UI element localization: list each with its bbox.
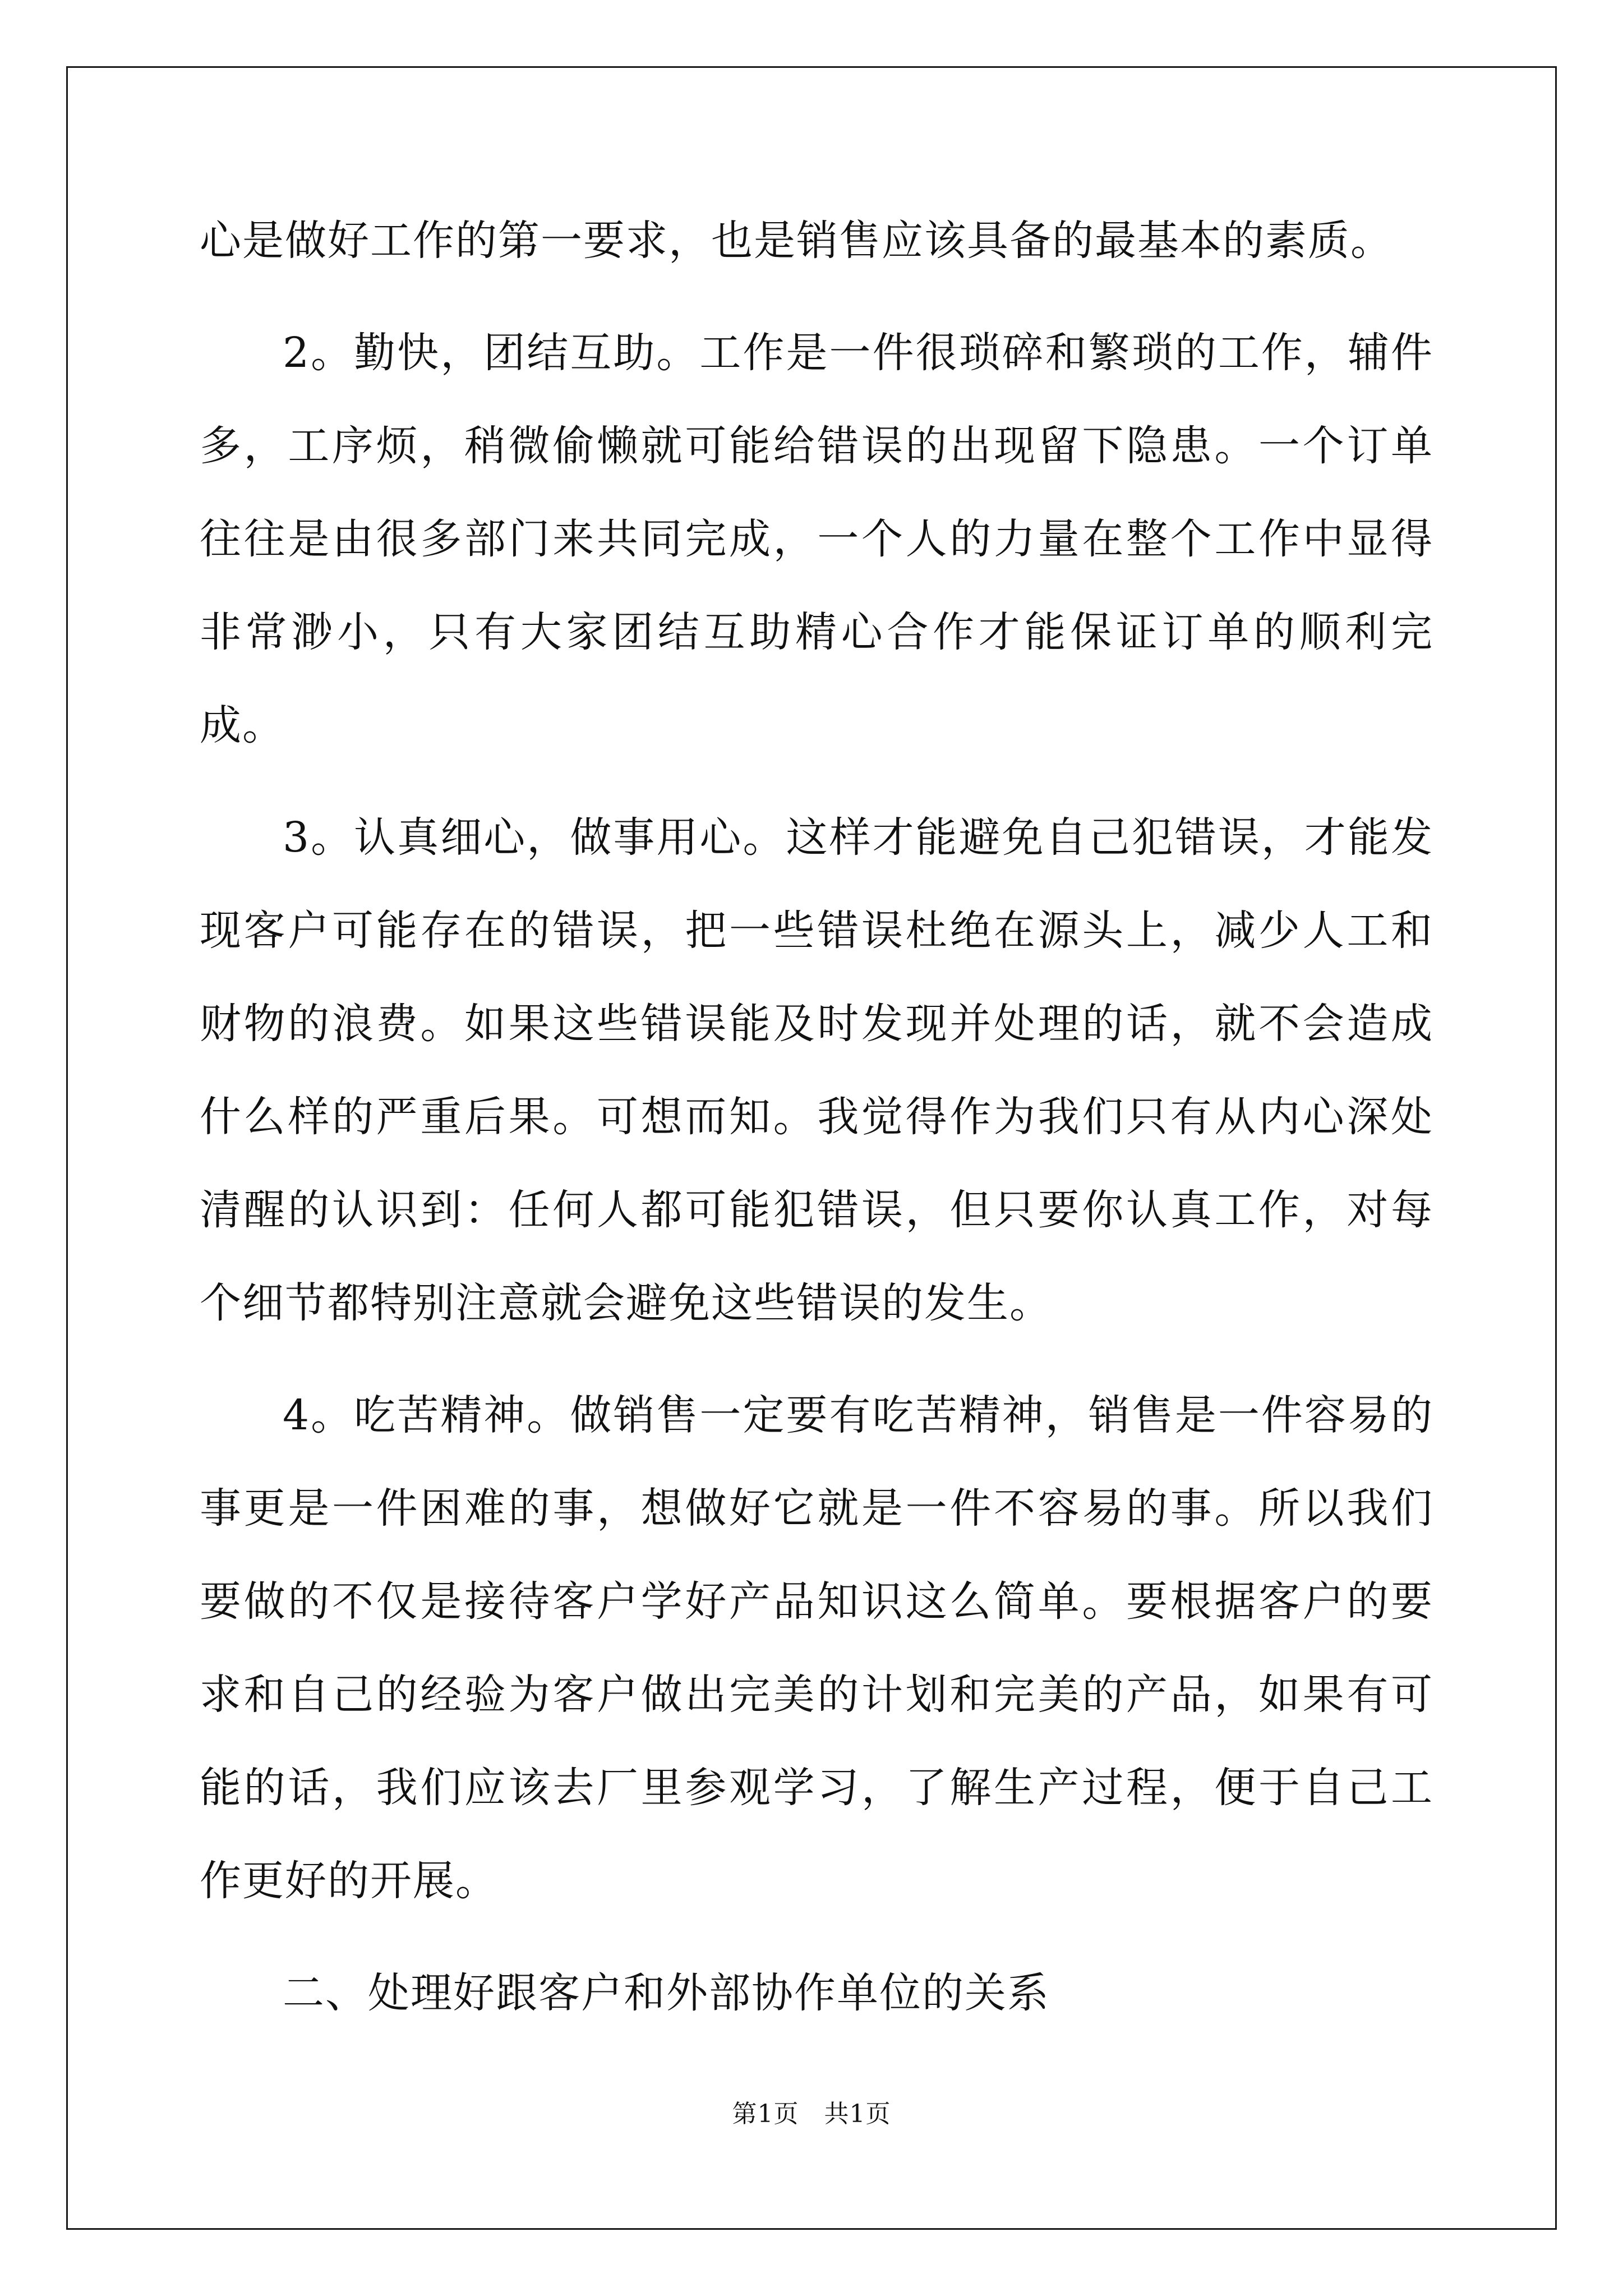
section-heading: 二、处理好跟客户和外部协作单位的关系 xyxy=(283,1969,1050,2017)
document-body xyxy=(200,194,1433,2040)
paragraph-item-2: 2。勤快，团结互助。工作是一件很琐碎和繁琐的工作，辅件多，工序烦，稍微偷懒就可能给错误的出现留下隐患。一个订单往往是由很多部门来共同完成，一个人的力量在整个工作中显得非常渺小，只有大家团结互助精心合作才能保证订单的顺利完成。 xyxy=(200,329,1433,749)
paragraph-item-3: 3。认真细心，做事用心。这样才能避免自己犯错误，才能发现客户可能存在的错误，把一些错误杜绝在源头上，减少人工和财物的浪费。如果这些错误能及时发现并处理的话，就不会造成什么样的严重后果。可想而知。我觉得作为我们只有从内心深处清醒的认识到：任何人都可能犯错误，但只要你认真工作，对每个细节都特别注意就会避免这些错误的发生。 xyxy=(200,813,1433,1327)
paragraph-continuation: 心是做好工作的第一要求，也是销售应该具备的最基本的素质。 xyxy=(200,217,1393,265)
page-footer: 第1页 共1页 xyxy=(732,2100,891,2128)
paragraph-item-4: 4。吃苦精神。做销售一定要有吃苦精神，销售是一件容易的事更是一件困难的事，想做好它就是一件不容易的事。所以我们要做的不仅是接待客户学好产品知识这么简单。要根据客户的要求和自己的经验为客户做出完美的计划和完美的产品，如果有可能的话，我们应该去厂里参观学习，了解生产过程，便于自己工作更好的开展。 xyxy=(200,1391,1433,1905)
